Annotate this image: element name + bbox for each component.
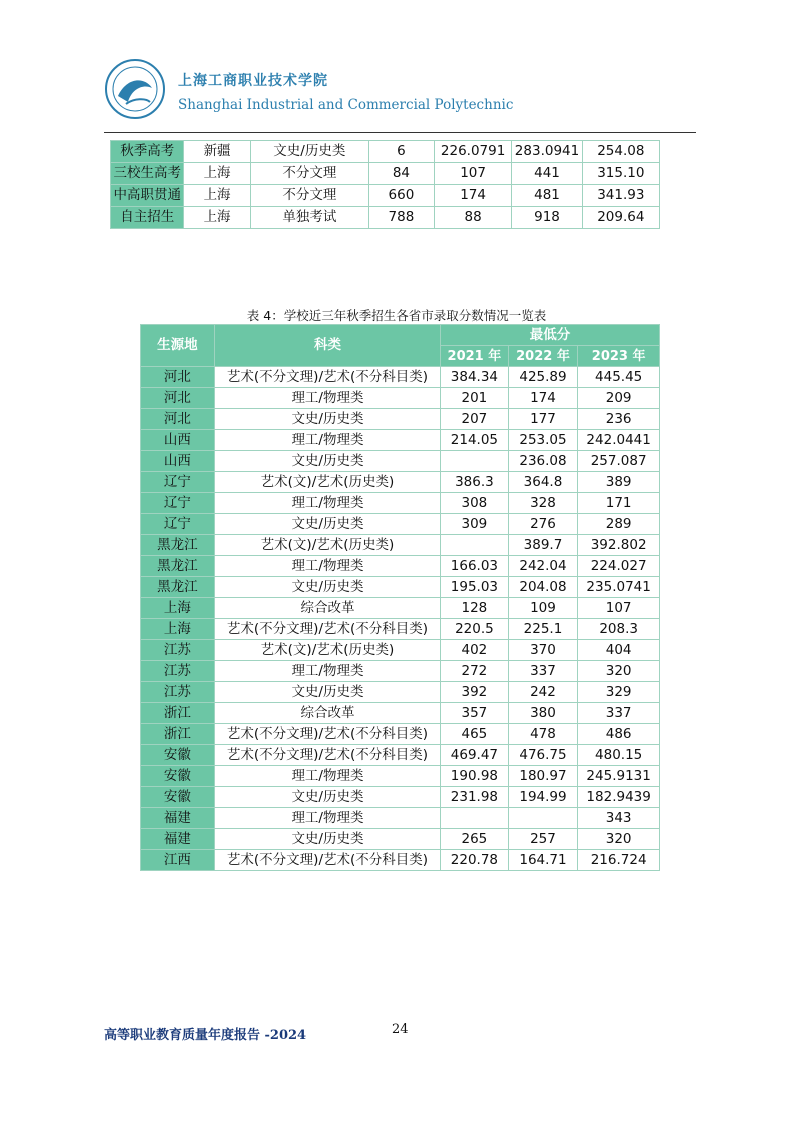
province-cell: 安徽 <box>141 787 215 808</box>
table-row <box>141 745 660 766</box>
category-cell: 艺术(文)/艺术(历史类) <box>214 472 440 493</box>
school-logo-icon <box>104 58 166 120</box>
score-cell <box>508 808 578 829</box>
table-cell: 341.93 <box>582 185 659 207</box>
enrollment-table-continued <box>110 140 660 229</box>
score-cell: 225.1 <box>508 619 578 640</box>
score-cell <box>441 535 509 556</box>
province-cell: 辽宁 <box>141 493 215 514</box>
score-cell: 204.08 <box>508 577 578 598</box>
score-cell: 242 <box>508 682 578 703</box>
table-cell: 自主招生 <box>111 207 184 229</box>
category-cell: 理工/物理类 <box>214 430 440 451</box>
table-row <box>141 451 660 472</box>
score-cell: 272 <box>441 661 509 682</box>
score-cell: 337 <box>508 661 578 682</box>
category-cell: 文史/历史类 <box>214 787 440 808</box>
header-2023: 2023 年 <box>578 346 660 367</box>
score-cell: 384.34 <box>441 367 509 388</box>
table-row <box>141 535 660 556</box>
score-cell: 480.15 <box>578 745 660 766</box>
table-cell: 174 <box>434 185 511 207</box>
province-cell: 安徽 <box>141 745 215 766</box>
score-cell: 476.75 <box>508 745 578 766</box>
province-cell: 安徽 <box>141 766 215 787</box>
table-row <box>141 577 660 598</box>
score-cell: 257.087 <box>578 451 660 472</box>
table-cell: 254.08 <box>582 141 659 163</box>
score-cell: 329 <box>578 682 660 703</box>
score-cell: 257 <box>508 829 578 850</box>
province-cell: 江苏 <box>141 682 215 703</box>
score-cell: 180.97 <box>508 766 578 787</box>
table-row <box>141 766 660 787</box>
table-cell: 107 <box>434 163 511 185</box>
score-cell: 220.5 <box>441 619 509 640</box>
table-cell: 660 <box>368 185 434 207</box>
score-cell: 235.0741 <box>578 577 660 598</box>
score-cell: 216.724 <box>578 850 660 871</box>
score-cell: 207 <box>441 409 509 430</box>
province-cell: 上海 <box>141 619 215 640</box>
table-row <box>111 207 660 229</box>
page-number: 24 <box>392 1022 409 1037</box>
score-cell: 309 <box>441 514 509 535</box>
table-row <box>141 430 660 451</box>
table-cell: 不分文理 <box>250 163 368 185</box>
table-row <box>141 598 660 619</box>
score-cell: 166.03 <box>441 556 509 577</box>
table-cell: 315.10 <box>582 163 659 185</box>
table-cell: 788 <box>368 207 434 229</box>
table-cell: 上海 <box>184 185 250 207</box>
category-cell: 艺术(不分文理)/艺术(不分科目类) <box>214 724 440 745</box>
table-row <box>141 661 660 682</box>
score-cell: 242.04 <box>508 556 578 577</box>
score-cell: 389 <box>578 472 660 493</box>
score-cell: 245.9131 <box>578 766 660 787</box>
score-cell: 402 <box>441 640 509 661</box>
table-row <box>141 493 660 514</box>
table-row <box>141 808 660 829</box>
score-cell: 404 <box>578 640 660 661</box>
category-cell: 理工/物理类 <box>214 388 440 409</box>
score-cell: 182.9439 <box>578 787 660 808</box>
score-cell: 320 <box>578 829 660 850</box>
table-cell: 283.0941 <box>512 141 582 163</box>
score-cell: 253.05 <box>508 430 578 451</box>
category-cell: 艺术(不分文理)/艺术(不分科目类) <box>214 745 440 766</box>
score-cell: 109 <box>508 598 578 619</box>
table-cell: 88 <box>434 207 511 229</box>
category-cell: 文史/历史类 <box>214 829 440 850</box>
table-row <box>141 367 660 388</box>
province-cell: 河北 <box>141 367 215 388</box>
score-cell: 265 <box>441 829 509 850</box>
province-cell: 山西 <box>141 451 215 472</box>
score-cell: 195.03 <box>441 577 509 598</box>
score-cell: 343 <box>578 808 660 829</box>
score-cell: 177 <box>508 409 578 430</box>
score-cell: 320 <box>578 661 660 682</box>
table-cell: 226.0791 <box>434 141 511 163</box>
school-name-en: Shanghai Industrial and Commercial Polytechnic <box>178 97 514 113</box>
table-cell: 上海 <box>184 163 250 185</box>
score-cell: 128 <box>441 598 509 619</box>
table-cell: 上海 <box>184 207 250 229</box>
score-cell: 486 <box>578 724 660 745</box>
score-cell: 231.98 <box>441 787 509 808</box>
category-cell: 理工/物理类 <box>214 661 440 682</box>
category-cell: 艺术(不分文理)/艺术(不分科目类) <box>214 619 440 640</box>
province-cell: 福建 <box>141 808 215 829</box>
category-cell: 文史/历史类 <box>214 451 440 472</box>
footer-report-title: 高等职业教育质量年度报告 -2024 <box>104 1028 307 1043</box>
category-cell: 艺术(不分文理)/艺术(不分科目类) <box>214 850 440 871</box>
province-cell: 辽宁 <box>141 472 215 493</box>
table-row <box>141 682 660 703</box>
table-cell: 209.64 <box>582 207 659 229</box>
score-cell: 308 <box>441 493 509 514</box>
table-cell: 新疆 <box>184 141 250 163</box>
table-cell: 中高职贯通 <box>111 185 184 207</box>
score-cell: 380 <box>508 703 578 724</box>
table-row <box>111 185 660 207</box>
table-cell: 不分文理 <box>250 185 368 207</box>
score-cell: 224.027 <box>578 556 660 577</box>
header-source: 生源地 <box>141 325 215 367</box>
score-cell <box>441 451 509 472</box>
category-cell: 文史/历史类 <box>214 577 440 598</box>
table-row <box>141 787 660 808</box>
category-cell: 艺术(文)/艺术(历史类) <box>214 640 440 661</box>
category-cell: 理工/物理类 <box>214 766 440 787</box>
score-cell: 478 <box>508 724 578 745</box>
score-cell: 357 <box>441 703 509 724</box>
header-divider <box>104 132 696 133</box>
score-cell: 389.7 <box>508 535 578 556</box>
table-row <box>141 388 660 409</box>
score-cell: 386.3 <box>441 472 509 493</box>
province-cell: 山西 <box>141 430 215 451</box>
table-row <box>141 472 660 493</box>
table-cell: 三校生高考 <box>111 163 184 185</box>
score-cell <box>441 808 509 829</box>
score-cell: 220.78 <box>441 850 509 871</box>
score-cell: 171 <box>578 493 660 514</box>
category-cell: 理工/物理类 <box>214 493 440 514</box>
score-cell: 236.08 <box>508 451 578 472</box>
province-cell: 浙江 <box>141 724 215 745</box>
score-cell: 236 <box>578 409 660 430</box>
header-2022: 2022 年 <box>508 346 578 367</box>
province-cell: 江苏 <box>141 661 215 682</box>
table-caption: 表 4：学校近三年秋季招生各省市录取分数情况一览表 <box>246 308 547 323</box>
table-cell: 84 <box>368 163 434 185</box>
table-cell: 6 <box>368 141 434 163</box>
table-cell: 文史/历史类 <box>250 141 368 163</box>
score-cell: 328 <box>508 493 578 514</box>
score-cell: 190.98 <box>441 766 509 787</box>
score-cell: 392 <box>441 682 509 703</box>
header-2021: 2021 年 <box>441 346 509 367</box>
header-min-score: 最低分 <box>441 325 660 346</box>
score-cell: 214.05 <box>441 430 509 451</box>
table-cell: 441 <box>512 163 582 185</box>
province-cell: 河北 <box>141 409 215 430</box>
score-cell: 364.8 <box>508 472 578 493</box>
table-row <box>111 141 660 163</box>
table-row <box>141 514 660 535</box>
score-cell: 209 <box>578 388 660 409</box>
table-row <box>141 409 660 430</box>
score-cell: 469.47 <box>441 745 509 766</box>
table-cell: 918 <box>512 207 582 229</box>
table-row <box>141 619 660 640</box>
table-cell: 单独考试 <box>250 207 368 229</box>
table-row <box>141 724 660 745</box>
score-cell: 208.3 <box>578 619 660 640</box>
header-category: 科类 <box>214 325 440 367</box>
province-cell: 浙江 <box>141 703 215 724</box>
table-row <box>141 640 660 661</box>
category-cell: 综合改革 <box>214 598 440 619</box>
category-cell: 艺术(文)/艺术(历史类) <box>214 535 440 556</box>
province-cell: 江苏 <box>141 640 215 661</box>
province-cell: 辽宁 <box>141 514 215 535</box>
table-row <box>141 850 660 871</box>
province-cell: 黑龙江 <box>141 535 215 556</box>
province-cell: 上海 <box>141 598 215 619</box>
province-cell: 江西 <box>141 850 215 871</box>
score-cell: 201 <box>441 388 509 409</box>
table-row <box>111 163 660 185</box>
table-cell: 秋季高考 <box>111 141 184 163</box>
province-cell: 河北 <box>141 388 215 409</box>
province-cell: 福建 <box>141 829 215 850</box>
category-cell: 文史/历史类 <box>214 409 440 430</box>
provincial-score-table <box>140 324 660 871</box>
score-cell: 242.0441 <box>578 430 660 451</box>
category-cell: 理工/物理类 <box>214 556 440 577</box>
score-cell: 370 <box>508 640 578 661</box>
category-cell: 文史/历史类 <box>214 514 440 535</box>
score-cell: 465 <box>441 724 509 745</box>
score-cell: 194.99 <box>508 787 578 808</box>
score-cell: 337 <box>578 703 660 724</box>
category-cell: 综合改革 <box>214 703 440 724</box>
province-cell: 黑龙江 <box>141 556 215 577</box>
category-cell: 理工/物理类 <box>214 808 440 829</box>
score-cell: 107 <box>578 598 660 619</box>
score-cell: 174 <box>508 388 578 409</box>
score-cell: 445.45 <box>578 367 660 388</box>
table-cell: 481 <box>512 185 582 207</box>
table-row <box>141 556 660 577</box>
school-name-cn: 上海工商职业技术学院 <box>178 73 328 89</box>
score-cell: 276 <box>508 514 578 535</box>
score-cell: 425.89 <box>508 367 578 388</box>
province-cell: 黑龙江 <box>141 577 215 598</box>
category-cell: 艺术(不分文理)/艺术(不分科目类) <box>214 367 440 388</box>
table-row <box>141 829 660 850</box>
category-cell: 文史/历史类 <box>214 682 440 703</box>
score-cell: 164.71 <box>508 850 578 871</box>
score-cell: 392.802 <box>578 535 660 556</box>
score-cell: 289 <box>578 514 660 535</box>
table-row <box>141 703 660 724</box>
